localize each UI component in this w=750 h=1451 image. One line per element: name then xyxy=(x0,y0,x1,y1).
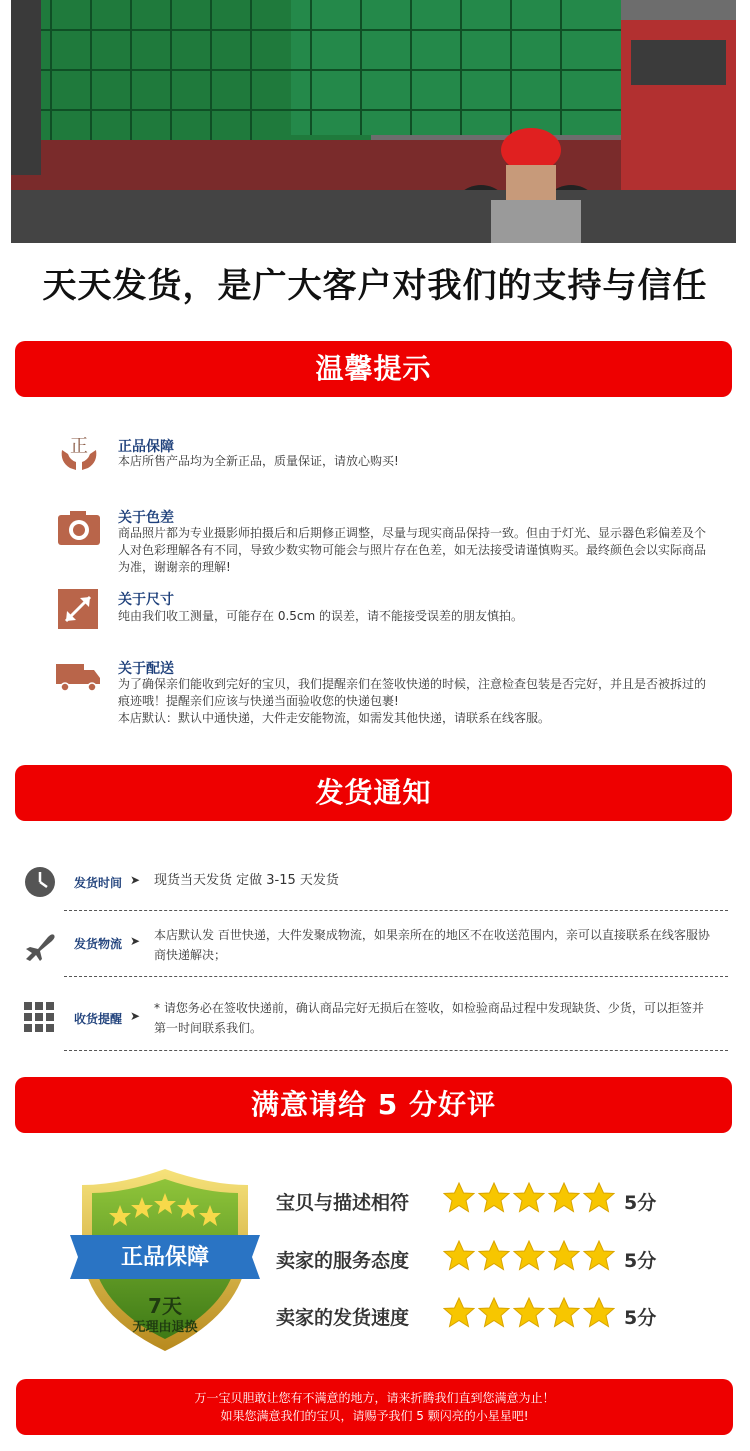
tip-body: 纯由我们收工测量，可能存在 0.5cm 的误差，请不能接受误差的朋友慎拍。 xyxy=(118,609,524,623)
star-icon xyxy=(583,1297,615,1329)
tip-body-text-2: 本店默认：默认中通快递，大件走安能物流，如需发其他快递，请联系在线客服。 xyxy=(118,711,551,725)
badge-title: 正品保障 xyxy=(120,1245,209,1270)
footer-line-2: 如果您满意我们的宝贝，请赐予我们 5 颗闪亮的小星星吧! xyxy=(220,1409,529,1423)
star-rating xyxy=(443,1297,615,1329)
tip-body-text: 为了确保亲们能收到完好的宝贝，我们提醒亲们在签收快递的时候，注意检查包装是否完好，并且是否被拆过的痕迹哦！提醒亲们应该与快递当面验收您的快递包裹! xyxy=(118,677,707,708)
rating-label: 宝贝与描述相符 xyxy=(276,1192,410,1214)
ship-receive-row xyxy=(22,996,730,1040)
tip-delivery xyxy=(56,658,716,738)
ship-label: 发货物流 xyxy=(74,937,123,951)
rating-label: 卖家的服务态度 xyxy=(276,1250,410,1272)
headline: 天天发货，是广大客户对我们的支持与信任 xyxy=(42,266,708,306)
divider xyxy=(64,976,728,977)
badge-subtitle: 无理由退换 xyxy=(132,1320,198,1335)
star-icon xyxy=(548,1297,580,1329)
star-icon xyxy=(443,1240,475,1272)
ship-text: * 请您务必在签收快递前，确认商品完好无损后在签收，如检验商品过程中发现缺货、少货，可以拒签并第一时间联系我们。 xyxy=(154,1001,704,1035)
arrow-icon: ➤ xyxy=(130,934,141,948)
ship-label: 收货提醒 xyxy=(74,1012,123,1026)
tip-body: 商品照片都为专业摄影师拍摄后和后期修正调整，尽量与现实商品保持一致。但由于灯光、显示器色彩偏差及个人对色彩理解各有不同，导致少数实物可能会与照片存在色差，如无法接受请谨慎购买。最终颜色会以实际商品为准，谢谢亲的理解! xyxy=(118,526,707,574)
rating-score: 5分 xyxy=(624,1307,657,1329)
ship-logistics-row xyxy=(22,925,730,969)
star-icon xyxy=(548,1240,580,1272)
star-icon xyxy=(583,1240,615,1272)
star-rating xyxy=(443,1182,615,1214)
grid-icon xyxy=(22,1000,58,1036)
ship-text: 现货当天发货 定做 3-15 天发货 xyxy=(154,873,339,888)
divider xyxy=(64,1050,728,1051)
tip-title: 关于尺寸 xyxy=(118,592,174,608)
tip-size xyxy=(56,587,716,627)
divider xyxy=(64,910,728,911)
clock-icon xyxy=(22,864,58,900)
rating-row xyxy=(276,1297,676,1333)
shipping-banner: 发货通知 xyxy=(15,765,732,821)
tip-genuine xyxy=(56,430,716,470)
ship-text: 本店默认发 百世快递，大件发聚成物流，如果亲所在的地区不在收送范围内，亲可以直接联系在线客服协商快递解决； xyxy=(154,928,710,962)
svg-text:正: 正 xyxy=(70,436,88,457)
star-icon xyxy=(478,1182,510,1214)
star-icon xyxy=(478,1297,510,1329)
rating-label: 卖家的发货速度 xyxy=(276,1307,410,1329)
star-rating xyxy=(443,1240,615,1272)
rating-score: 5分 xyxy=(624,1192,657,1214)
resize-arrow-icon xyxy=(56,587,102,633)
star-icon xyxy=(583,1182,615,1214)
tip-title: 关于配送 xyxy=(118,661,174,677)
star-icon xyxy=(548,1182,580,1214)
tips-banner: 温馨提示 xyxy=(15,341,732,397)
tip-color xyxy=(56,507,716,579)
tip-title: 正品保障 xyxy=(118,439,174,455)
footer-line-1: 万一宝贝胆敢让您有不满意的地方，请来折腾我们直到您满意为止！ xyxy=(194,1391,555,1405)
tip-title: 关于色差 xyxy=(118,510,174,526)
airplane-icon xyxy=(22,929,58,965)
hero-photo xyxy=(11,0,736,243)
star-icon xyxy=(443,1182,475,1214)
star-icon xyxy=(513,1182,545,1214)
tip-body xyxy=(118,676,716,727)
star-icon xyxy=(513,1240,545,1272)
rating-score: 5分 xyxy=(624,1250,657,1272)
star-icon xyxy=(513,1297,545,1329)
ship-time-row xyxy=(22,864,730,900)
arrow-icon: ➤ xyxy=(130,873,141,887)
tip-body: 本店所售产品均为全新正品，质量保证，请放心购买! xyxy=(118,454,399,468)
rating-row xyxy=(276,1182,676,1218)
star-icon xyxy=(443,1297,475,1329)
genuine-hands-icon xyxy=(56,430,102,476)
arrow-icon: ➤ xyxy=(130,1009,141,1023)
rating-banner: 满意请给 5 分好评 xyxy=(15,1077,732,1133)
camera-icon xyxy=(56,507,102,553)
ship-label: 发货时间 xyxy=(74,876,123,890)
footer-banner xyxy=(16,1379,733,1435)
star-icon xyxy=(478,1240,510,1272)
truck-icon xyxy=(56,658,102,704)
badge-days: 7天 xyxy=(148,1294,182,1318)
rating-row xyxy=(276,1240,676,1276)
